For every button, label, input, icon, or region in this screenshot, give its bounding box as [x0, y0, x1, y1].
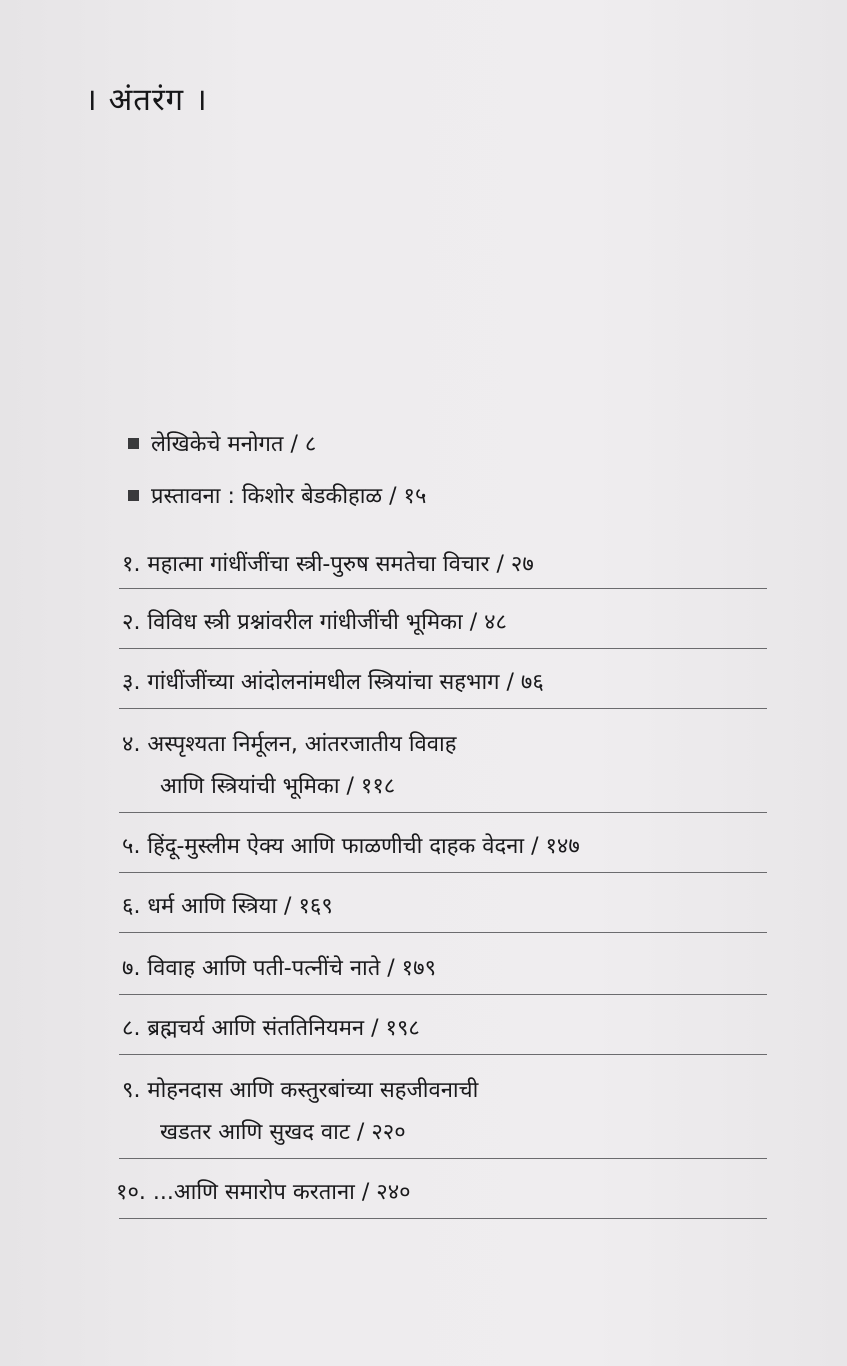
divider-line — [119, 1158, 767, 1159]
divider-line — [119, 872, 767, 873]
divider-line — [119, 932, 767, 933]
entry-text: लेखिकेचे मनोगत / ८ — [151, 432, 317, 457]
square-bullet-icon — [128, 490, 139, 501]
divider-line — [119, 708, 767, 709]
chapter-entry-2 — [122, 606, 507, 636]
chapter-text: २. विविध स्त्री प्रश्नांवरील गांधीजींची भूमिका / ४८ — [122, 610, 507, 635]
front-matter-entry-preface — [128, 428, 316, 458]
chapter-entry-10 — [116, 1176, 411, 1206]
divider-line — [119, 994, 767, 995]
chapter-text-continued: खडतर आणि सुखद वाट / २२० — [160, 1120, 406, 1145]
chapter-text: ७. विवाह आणि पती-पत्नींचे नाते / १७९ — [122, 956, 437, 981]
chapter-text: १. महात्मा गांधींजींचा स्त्री-पुरुष समतेचा विचार / २७ — [122, 552, 534, 577]
chapter-text: १०. ...आणि समारोप करताना / २४० — [116, 1180, 411, 1205]
divider-line — [119, 588, 767, 589]
divider-line — [119, 1054, 767, 1055]
chapter-entry-7 — [122, 952, 436, 982]
divider-line — [119, 812, 767, 813]
page-title: । अंतरंग । — [85, 82, 208, 118]
chapter-entry-5 — [122, 830, 580, 860]
chapter-entry-9 — [122, 1074, 478, 1146]
chapter-text: ४. अस्पृश्यता निर्मूलन, आंतरजातीय विवाह — [122, 732, 457, 757]
chapter-text: ८. ब्रह्मचर्य आणि संततिनियमन / १९८ — [122, 1016, 420, 1041]
chapter-text: ५. हिंदू-मुस्लीम ऐक्य आणि फाळणीची दाहक वेदना / १४७ — [122, 834, 580, 859]
divider-line — [119, 648, 767, 649]
square-bullet-icon — [128, 438, 139, 449]
front-matter-entry-foreword — [128, 480, 426, 510]
chapter-text: ३. गांधींजींच्या आंदोलनांमधील स्त्रियांचा सहभाग / ७६ — [122, 670, 544, 695]
chapter-entry-1 — [122, 548, 534, 578]
chapter-entry-8 — [122, 1012, 420, 1042]
chapter-text: ९. मोहनदास आणि कस्तुरबांच्या सहजीवनाची — [122, 1078, 479, 1103]
chapter-text: ६. धर्म आणि स्त्रिया / १६९ — [122, 894, 333, 919]
chapter-entry-6 — [122, 890, 333, 920]
chapter-text-continued: आणि स्त्रियांची भूमिका / ११८ — [160, 774, 396, 799]
chapter-entry-4 — [122, 728, 456, 800]
divider-line — [119, 1218, 767, 1219]
chapter-entry-3 — [122, 666, 544, 696]
entry-text: प्रस्तावना : किशोर बेडकीहाळ / १५ — [151, 484, 427, 509]
